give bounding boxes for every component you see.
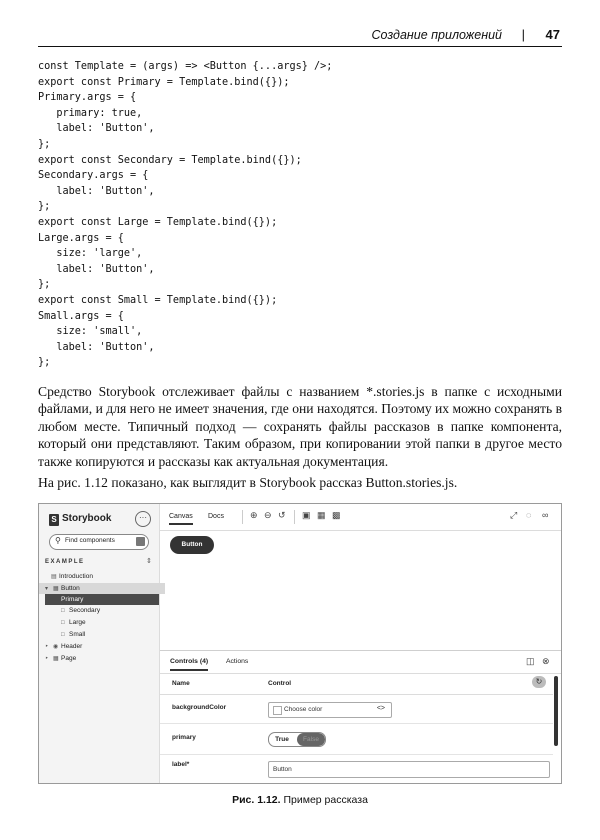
code-line: export const Large = Template.bind({}); — [38, 216, 278, 228]
tab-controls[interactable]: Controls (4) — [170, 658, 208, 671]
sidebar-item-primary[interactable]: Primary — [45, 594, 159, 605]
component-icon: ◉ — [53, 644, 59, 650]
label-input-value: Button — [273, 766, 292, 773]
storybook-screenshot — [38, 503, 562, 784]
code-line: size: 'small', — [38, 326, 143, 338]
bookmark-icon: □ — [61, 620, 65, 626]
tab-docs[interactable]: Docs — [208, 513, 224, 520]
code-line: Small.args = { — [38, 310, 124, 322]
sidebar-item-secondary[interactable]: □ Secondary — [61, 605, 100, 616]
addons-panel — [160, 650, 561, 784]
bookmark-icon: □ — [61, 632, 65, 638]
sidebar-item-button[interactable]: ▾ ▦ Button — [39, 583, 165, 594]
page-number: 47 — [545, 27, 560, 42]
primary-toggle[interactable] — [268, 732, 326, 747]
code-line: label: 'Button', — [38, 263, 155, 275]
code-line: }; — [38, 279, 51, 291]
search-icon: ⚲ — [55, 536, 61, 545]
color-picker-input[interactable] — [268, 702, 392, 718]
control-row-background-color — [160, 695, 553, 724]
code-line: }; — [38, 357, 51, 369]
column-control-header: Control — [268, 680, 292, 687]
storybook-sidebar — [39, 504, 160, 783]
toolbar-divider — [242, 510, 243, 524]
expand-collapse-icon[interactable]: ⇕ — [146, 558, 152, 565]
copy-link-icon[interactable]: ∞ — [542, 510, 549, 520]
bookmark-icon: □ — [61, 608, 65, 614]
control-name: backgroundColor — [172, 704, 227, 711]
zoom-out-icon[interactable]: ⊖ — [264, 510, 272, 520]
chevron-right-icon: ‣ — [45, 656, 49, 662]
toggle-false-option[interactable]: False — [297, 733, 325, 746]
code-line: size: 'large', — [38, 248, 143, 260]
background-icon[interactable]: ▣ — [302, 510, 311, 520]
tab-actions[interactable]: Actions — [226, 658, 249, 665]
sidebar-section-example[interactable]: EXAMPLE — [45, 559, 85, 565]
addon-tabs — [160, 651, 561, 674]
zoom-reset-icon[interactable]: ↺ — [278, 510, 286, 520]
menu-button[interactable]: ··· — [135, 511, 151, 527]
preview-primary-button[interactable]: Button — [170, 536, 214, 554]
running-head — [38, 26, 562, 47]
chevron-down-icon: ▾ — [45, 586, 49, 592]
code-line: export const Small = Template.bind({}); — [38, 294, 278, 306]
caption-text: Пример рассказа — [283, 794, 368, 806]
storybook-toolbar — [160, 504, 561, 531]
tab-canvas[interactable]: Canvas — [169, 513, 193, 525]
search-placeholder: Find components — [65, 537, 115, 544]
storybook-logo-icon: S — [49, 514, 59, 526]
caption-label: Рис. 1.12. — [232, 794, 281, 806]
controls-header — [160, 674, 553, 695]
code-line: }; — [38, 201, 51, 213]
column-name-header: Name — [172, 680, 190, 687]
storybook-logo-text: Storybook — [62, 513, 112, 524]
code-line: }; — [38, 138, 51, 150]
document-icon: ▤ — [51, 574, 57, 580]
control-row-primary — [160, 724, 553, 755]
code-line: export const Primary = Template.bind({}); — [38, 76, 290, 88]
reset-controls-icon[interactable]: ↻ — [532, 676, 546, 688]
sidebar-item-header[interactable]: ‣ ◉ Header — [45, 641, 82, 652]
code-line: primary: true, — [38, 107, 143, 119]
close-icon[interactable]: ⊗ — [542, 656, 550, 666]
keyboard-shortcut-icon — [136, 537, 145, 546]
code-line: label: 'Button', — [38, 341, 155, 353]
code-line: label: 'Button', — [38, 123, 155, 135]
running-separator: | — [521, 27, 525, 42]
sidebar-item-introduction[interactable]: ▤ Introduction — [51, 571, 93, 582]
running-title: Создание приложений — [371, 28, 502, 42]
code-line: Primary.args = { — [38, 92, 137, 104]
label-text-input[interactable] — [268, 761, 550, 778]
sidebar-item-small[interactable]: □ Small — [61, 629, 85, 640]
fullscreen-icon[interactable]: ⤢ — [510, 510, 518, 520]
code-toggle-icon[interactable]: <> — [376, 705, 385, 712]
control-row-label — [160, 755, 553, 784]
body-paragraph-2: На рис. 1.12 показано, как выглядит в Storybook рассказ Button.stories.js. — [38, 475, 458, 490]
search-input[interactable] — [49, 534, 149, 550]
scrollbar[interactable] — [554, 676, 558, 746]
control-name: label* — [172, 761, 190, 768]
panel-orientation-icon[interactable]: ◫ — [526, 656, 535, 666]
sidebar-item-page[interactable]: ‣ ▦ Page — [45, 653, 76, 664]
component-icon: ▦ — [53, 586, 59, 592]
color-placeholder: Choose color — [284, 706, 323, 713]
component-icon: ▦ — [53, 656, 59, 662]
zoom-in-icon[interactable]: ⊕ — [250, 510, 258, 520]
chevron-right-icon: ‣ — [45, 644, 49, 650]
color-swatch-icon — [273, 706, 282, 715]
grid-icon[interactable]: ▦ — [317, 510, 326, 520]
control-name: primary — [172, 734, 196, 741]
sidebar-item-large[interactable]: □ Large — [61, 617, 86, 628]
code-line: label: 'Button', — [38, 185, 155, 197]
viewport-icon[interactable]: ▩ — [332, 510, 341, 520]
toggle-true-option[interactable]: True — [275, 736, 289, 743]
code-listing — [38, 59, 332, 371]
code-line: export const Secondary = Template.bind({}); — [38, 154, 302, 166]
code-line: Large.args = { — [38, 232, 124, 244]
code-line: Secondary.args = { — [38, 170, 149, 182]
code-line: const Template = (args) => <Button {...args} />; — [38, 61, 333, 72]
new-tab-icon[interactable]: ◌ — [526, 510, 532, 520]
body-paragraph-1: Средство Storybook отслеживает файлы с названием *.stories.js в папке с исходными файлами, и для него не имеет значения, где они находятся. Поэтому их можно сохранять в любом месте. Типичный подход — сохранять файлы рассказов в папке компонента, который они представляют. Таким образом, при копировании этой папки в другое место также копируются и рассказы как актуальная документация. — [38, 384, 563, 469]
toolbar-divider — [294, 510, 295, 524]
figure-caption — [0, 794, 600, 806]
